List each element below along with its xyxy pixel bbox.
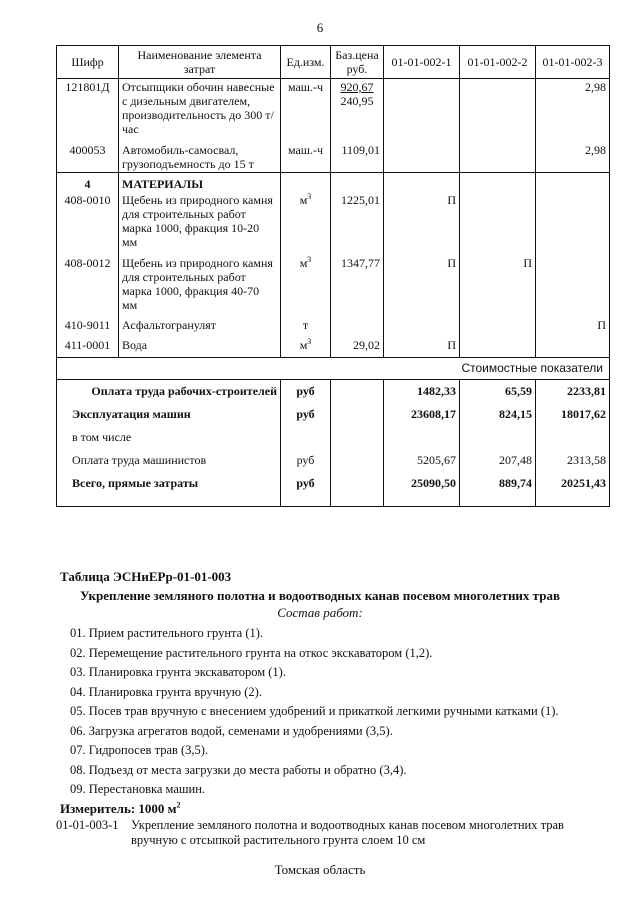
total-row: [57, 424, 610, 447]
cell-price: 1225,01: [331, 192, 384, 250]
total-v2: 889,74: [460, 470, 536, 507]
header-price: Баз.цена руб.: [331, 46, 384, 79]
list-item: 01. Прием растительного грунта (1).: [70, 626, 264, 640]
cell-price: 29,02: [331, 333, 384, 358]
cell-v1: П: [384, 250, 460, 313]
total-label: Эксплуатация машин: [57, 399, 281, 424]
header-col2: 01-01-002-2: [460, 46, 536, 79]
header-col1: 01-01-002-1: [384, 46, 460, 79]
list-item: 03. Планировка грунта экскаватором (1).: [70, 665, 286, 679]
cell-unit: $м^3$: [281, 333, 331, 358]
price-a: 920,67: [340, 80, 374, 94]
cell-unit: т: [281, 313, 331, 333]
resource-table: [56, 45, 610, 507]
cell-v2: [460, 333, 536, 358]
total-row: [57, 399, 610, 424]
header-unit: Ед.изм.: [281, 46, 331, 79]
table-row: [57, 333, 610, 358]
table-row: [57, 79, 610, 138]
list-item: 02. Перемещение растительного грунта на откос экскаватором (1,2).: [70, 645, 433, 660]
cell-v1: [384, 79, 460, 138]
table-row: [57, 137, 610, 173]
item-code: 01-01-003-1: [56, 818, 119, 832]
list-item: 07. Гидропосев трав (3,5).: [70, 743, 209, 757]
cell-v2: П: [460, 250, 536, 313]
total-unit: руб: [281, 380, 331, 400]
total-v3: 18017,62: [536, 399, 610, 424]
cost-caption-row: [57, 358, 610, 380]
cell-name: Вода: [119, 333, 281, 358]
total-v3: 20251,43: [536, 470, 610, 507]
cell-code: 410-9011: [57, 313, 119, 333]
total-v1: 25090,50: [384, 470, 460, 507]
cell-unit: $м^3$: [281, 250, 331, 313]
cell-code: 4: [57, 173, 119, 193]
list-item: 05. Посев трав вручную с внесением удобрений и прикаткой легкими ручными катками (1).: [70, 704, 559, 718]
cell-v1: П: [384, 192, 460, 250]
cell-price: 1109,01: [331, 137, 384, 173]
total-label: Всего, прямые затраты: [57, 470, 281, 507]
cell-v2: [460, 313, 536, 333]
total-v2: 207,48: [460, 447, 536, 470]
total-unit: руб: [281, 470, 331, 507]
cell-name: Асфальтогранулят: [119, 313, 281, 333]
cell-v2: [460, 137, 536, 173]
cell-v3: 2,98: [536, 137, 610, 173]
cell-code: 408-0010: [57, 192, 119, 250]
header-name: Наименование элемента затрат: [119, 46, 281, 79]
cell-unit: маш.-ч: [281, 137, 331, 173]
total-row: [57, 447, 610, 470]
total-v1: 23608,17: [384, 399, 460, 424]
cell-name: Щебень из природного камня для строительных работ марка 1000, фракция 40-70 мм: [119, 250, 281, 313]
work-list: [70, 624, 559, 800]
total-v3: 2313,58: [536, 447, 610, 470]
cell-price: 1347,77: [331, 250, 384, 313]
total-unit: руб: [281, 399, 331, 424]
cell-v3: П: [536, 313, 610, 333]
header-code: Шифр: [57, 46, 119, 79]
cell-v2: [460, 192, 536, 250]
total-v2: 824,15: [460, 399, 536, 424]
table-header-row: [57, 46, 610, 79]
header-col3: 01-01-002-3: [536, 46, 610, 79]
work-composition-title: Состав работ:: [277, 605, 363, 620]
cell-v1: [384, 313, 460, 333]
list-item: 04. Планировка грунта вручную (2).: [70, 684, 262, 699]
cell-unit: $м^3$: [281, 192, 331, 250]
cell-v1: [384, 137, 460, 173]
section-heading: Укрепление земляного полотна и водоотводных канав посевом многолетних трав: [80, 588, 560, 603]
cell-price: [331, 313, 384, 333]
cell-v3: 2,98: [536, 79, 610, 138]
cell-name: Автомобиль-самосвал, грузоподъемность до 15 т: [119, 137, 281, 173]
measure-unit: Измеритель: 1000 $м^2$: [60, 800, 181, 816]
cell-v2: [460, 79, 536, 138]
item-description: Укрепление земляного полотна и водоотводных канав посевом многолетних трав вручную с отсыпкой растительного грунта слоем 10 см: [131, 818, 564, 847]
cell-price: [331, 79, 384, 138]
total-label: Оплата труда рабочих-строителей: [57, 380, 281, 400]
total-v3: 2233,81: [536, 380, 610, 400]
list-item: 09. Перестановка машин.: [70, 782, 206, 796]
cell-code: 408-0012: [57, 250, 119, 313]
table-title: Таблица ЭСНиЕРр-01-01-003: [60, 569, 232, 584]
price-b: 240,95: [340, 94, 374, 108]
table-row: [57, 313, 610, 333]
total-v2: 65,59: [460, 380, 536, 400]
cell-name: Щебень из природного камня для строительных работ марка 1000, фракция 10-20 мм: [119, 192, 281, 250]
cell-code: 121801Д: [57, 79, 119, 138]
cost-caption: Стоимостные показатели: [57, 358, 610, 380]
total-v1: 5205,67: [384, 447, 460, 470]
cell-v3: [536, 192, 610, 250]
table-row-section: [57, 173, 610, 193]
cell-unit: маш.-ч: [281, 79, 331, 138]
section-title: МАТЕРИАЛЫ: [119, 173, 281, 193]
cell-v3: [536, 250, 610, 313]
total-label: Оплата труда машинистов: [57, 447, 281, 470]
cell-v3: [536, 333, 610, 358]
table-row: [57, 250, 610, 313]
page-number: 6: [316, 20, 324, 35]
cell-code: 411-0001: [57, 333, 119, 358]
table-row: [57, 192, 610, 250]
total-label: в том числе: [57, 424, 281, 447]
region-footer: Томская область: [274, 862, 366, 877]
list-item: 08. Подъезд от места загрузки до места работы и обратно (3,4).: [70, 762, 407, 777]
cell-code: 400053: [57, 137, 119, 173]
total-v1: 1482,33: [384, 380, 460, 400]
cell-v1: П: [384, 333, 460, 358]
total-unit: руб: [281, 447, 331, 470]
total-row: [57, 470, 610, 507]
cell-name: Отсыпщики обочин навесные с дизельным двигателем, производительность до 300 т/час: [119, 79, 281, 138]
total-row: [57, 380, 610, 400]
list-item: 06. Загрузка агрегатов водой, семенами и удобрениями (3,5).: [70, 723, 393, 738]
